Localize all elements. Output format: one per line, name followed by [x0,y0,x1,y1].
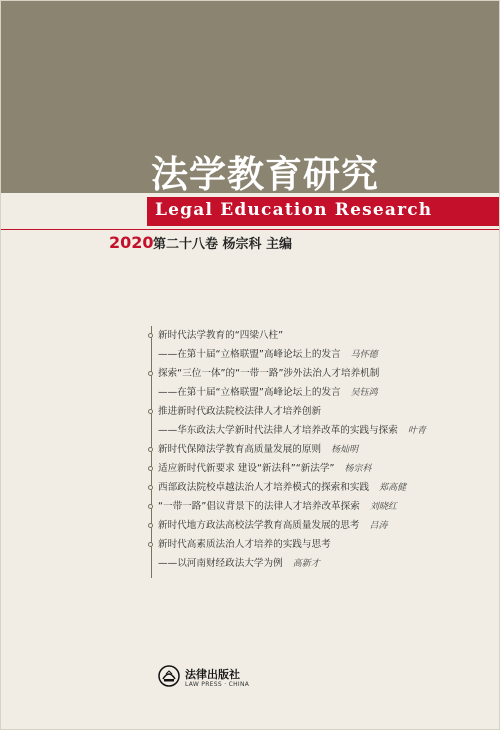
toc-item [151,516,491,535]
toc-author: 杨灿明 [331,445,359,455]
publisher-name: 法律出版社 [185,668,240,681]
toc-subtitle [151,421,491,440]
toc-author: 马怀德 [350,350,378,360]
toc-text: ——华东政法大学新时代法律人才培养改革的实践与探索 [158,425,398,436]
toc-text: 推进新时代政法院校法律人才培养创新 [158,406,322,417]
toc-item [151,402,491,421]
toc-subtitle [151,345,491,364]
toc-bullet-icon [148,447,153,452]
toc-item [151,535,491,554]
toc-text: ——以河南财经政法大学为例 [158,558,283,569]
toc-item [151,459,491,478]
toc-bullet-icon [148,409,153,414]
toc-author: 杨宗科 [344,464,372,474]
toc-item [151,497,491,516]
toc-text: ——在第十届“立格联盟”高峰论坛上的发言 [158,387,341,398]
toc-bullet-icon [148,542,153,547]
toc-author: 郑高健 [379,483,407,493]
toc-text: ——在第十届“立格联盟”高峰论坛上的发言 [158,349,341,360]
title-chinese: 法学教育研究 [151,152,379,196]
toc-author: 刘晓红 [369,502,397,512]
toc-text: 新时代地方政法高校法学教育高质量发展的思考 [158,520,360,531]
volume-editor-label: 第二十八卷 杨宗科 主编 [153,237,293,252]
toc-text: 适应新时代新要求 建设“新法科”“新法学” [158,463,335,474]
toc-author: 吕涛 [369,521,388,531]
publisher-logo-icon [157,664,181,688]
table-of-contents [151,326,491,573]
publisher-block [157,662,250,702]
toc-item [151,364,491,383]
toc-text: “一带一路”倡议背景下的法律人才培养改革探索 [158,501,360,512]
toc-item [151,478,491,497]
toc-subtitle [151,554,491,573]
toc-subtitle [151,383,491,402]
publisher-name-english: LAW PRESS · CHINA [185,681,250,688]
toc-author: 吴钰鸿 [350,388,378,398]
divider-line [1,229,500,230]
toc-bullet-icon [148,485,153,490]
toc-author: 叶青 [407,426,426,436]
toc-text: 西部政法院校卓越法治人才培养模式的探索和实践 [158,482,370,493]
toc-bullet-icon [148,504,153,509]
toc-text: 探索“三位一体”的“一带一路”涉外法治人才培养机制 [158,368,380,379]
toc-item [151,326,491,345]
toc-text: 新时代保障法学教育高质量发展的原则 [158,444,322,455]
toc-bullet-icon [148,523,153,528]
toc-text: 新时代法学教育的“四梁八柱” [158,330,284,341]
year-label: 2020 [109,233,154,252]
toc-bullet-icon [148,371,153,376]
title-english: Legal Education Research [155,200,433,220]
toc-bullet-icon [148,333,153,338]
toc-text: 新时代高素质法治人才培养的实践与思考 [158,539,331,550]
toc-bullet-icon [148,466,153,471]
toc-author: 高新才 [292,559,320,569]
toc-item [151,440,491,459]
